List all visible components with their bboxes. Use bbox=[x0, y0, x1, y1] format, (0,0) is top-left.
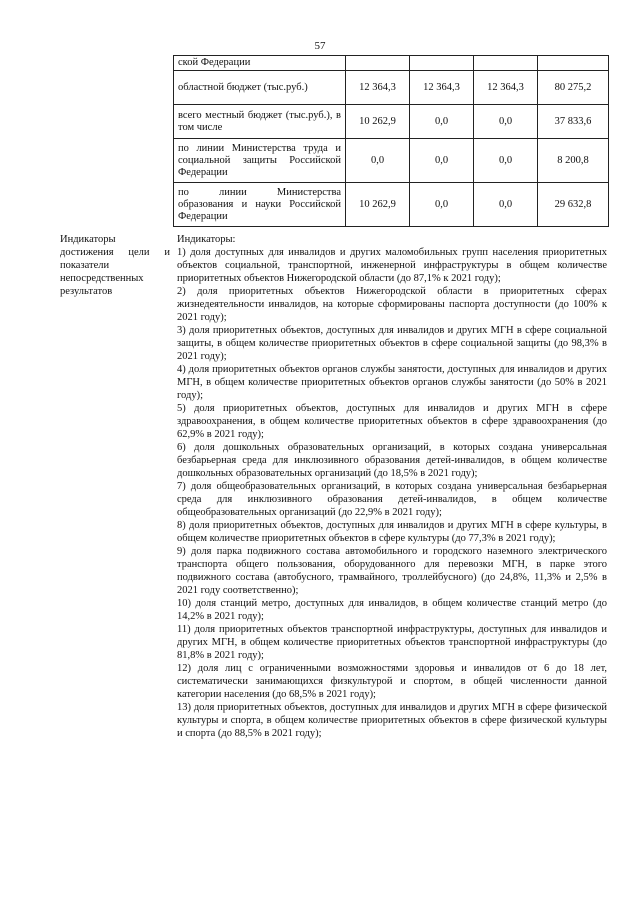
cell-value: 12 364,3 bbox=[410, 71, 474, 105]
indicators-list bbox=[177, 233, 607, 740]
indicator-item: 5) доля приоритетных объектов, доступных для инвалидов и других МГН в сфере здравоохранения, в общем количестве приоритетных объектов в сфере здравоохранения (до 62,9% в 2021 году); bbox=[177, 403, 607, 440]
cell-value: 12 364,3 bbox=[346, 71, 410, 105]
cell-value: 0,0 bbox=[410, 139, 474, 183]
indicator-item: 4) доля приоритетных объектов органов службы занятости, доступных для инвалидов и других МГН, в общем количестве приоритетных объектов органов службы занятости (до 50% в 2021 году); bbox=[177, 364, 607, 401]
table-row bbox=[174, 183, 609, 227]
cell-value: 0,0 bbox=[474, 139, 538, 183]
indicators-section-label: Индикаторы достижения цели и показатели непосредственных результатов bbox=[60, 234, 170, 297]
cell-value: 0,0 bbox=[474, 105, 538, 139]
cell-value: 10 262,9 bbox=[346, 183, 410, 227]
cell-value: 37 833,6 bbox=[538, 105, 609, 139]
row-label: по линии Министерства труда и социальной защиты Российской Федерации bbox=[174, 139, 346, 183]
cell-value: 10 262,9 bbox=[346, 105, 410, 139]
cell-value: 0,0 bbox=[410, 105, 474, 139]
indicator-item: 1) доля доступных для инвалидов и других маломобильных групп населения приоритетных объектов социальной, транспортной, инженерной инфраструктуры в общем количестве приоритетных объектов Нижегородской области (до 87,1% к 2021 году); bbox=[177, 247, 607, 284]
cell-value bbox=[346, 56, 410, 71]
budget-table bbox=[173, 55, 609, 227]
indicator-item: 11) доля приоритетных объектов транспортной инфраструктуры, доступных для инвалидов и других МГН, в общем количестве приоритетных объектов транспортной инфраструктуры (до 81,8% в 2021 году); bbox=[177, 624, 607, 661]
row-label: областной бюджет (тыс.руб.) bbox=[174, 71, 346, 105]
indicator-item: 12) доля лиц с ограниченными возможностями здоровья и инвалидов от 6 до 18 лет, систематически занимающихся физкультурой и спортом, в общей численности данной категории населения (до 68,5% в 2021 году); bbox=[177, 663, 607, 700]
indicator-item: 7) доля общеобразовательных организаций, в которых создана универсальная безбарьерная среда для инклюзивного образования детей-инвалидов, в общем количестве общеобразовательных организаций (до 22,9% в 2021 году); bbox=[177, 481, 607, 518]
cell-value bbox=[474, 56, 538, 71]
indicator-item: 10) доля станций метро, доступных для инвалидов, в общем количестве станций метро (до 14,2% в 2021 году); bbox=[177, 598, 607, 622]
table-row bbox=[174, 139, 609, 183]
indicator-item: 2) доля приоритетных объектов Нижегородской области в приоритетных сферах жизнедеятельности инвалидов, на которые сформированы паспорта доступности (до 100% к 2021 году); bbox=[177, 286, 607, 323]
indicator-item: 13) доля приоритетных объектов, доступных для инвалидов и других МГН в сфере физической культуры и спорта, в общем количестве приоритетных объектов в сфере физической культуры и спорта (до 88,5% в 2021 году); bbox=[177, 702, 607, 739]
row-label: по линии Министерства образования и науки Российской Федерации bbox=[174, 183, 346, 227]
indicator-item: 9) доля парка подвижного состава автомобильного и городского наземного электрического транспорта общего пользования, оборудованного для перевозки МГН, в парке этого подвижного состава (автобусного, трамвайного, троллейбусного) (до 24,8%, 11,3% и 2,5% в 2021 году соответственно); bbox=[177, 546, 607, 596]
cell-value: 29 632,8 bbox=[538, 183, 609, 227]
cell-value: 80 275,2 bbox=[538, 71, 609, 105]
indicators-title: Индикаторы: bbox=[177, 234, 236, 245]
cell-value bbox=[410, 56, 474, 71]
indicator-item: 6) доля дошкольных образовательных организаций, в которых создана универсальная безбарьерная среда для инклюзивного образования детей-инвалидов, в общем количестве дошкольных образовательных организаций (до 18,5% в 2021 году); bbox=[177, 442, 607, 479]
indicator-item: 8) доля приоритетных объектов, доступных для инвалидов и других МГН в сфере культуры, в общем количестве приоритетных объектов в сфере культуры (до 77,3% в 2021 году); bbox=[177, 520, 607, 544]
cell-value: 0,0 bbox=[410, 183, 474, 227]
page-number: 57 bbox=[314, 40, 326, 52]
cell-value: 12 364,3 bbox=[474, 71, 538, 105]
table-row bbox=[174, 71, 609, 105]
cell-value: 8 200,8 bbox=[538, 139, 609, 183]
cell-value: 0,0 bbox=[474, 183, 538, 227]
cell-value bbox=[538, 56, 609, 71]
cell-value: 0,0 bbox=[346, 139, 410, 183]
table-row bbox=[174, 105, 609, 139]
indicator-item: 3) доля приоритетных объектов, доступных для инвалидов и других МГН в сфере социальной защиты, в общем количестве приоритетных объектов в сфере социальной защиты (до 98,3% в 2021 году); bbox=[177, 325, 607, 362]
row-label: всего местный бюджет (тыс.руб.), в том числе bbox=[174, 105, 346, 139]
table-row bbox=[174, 56, 609, 71]
row-label: ской Федерации bbox=[174, 56, 346, 71]
